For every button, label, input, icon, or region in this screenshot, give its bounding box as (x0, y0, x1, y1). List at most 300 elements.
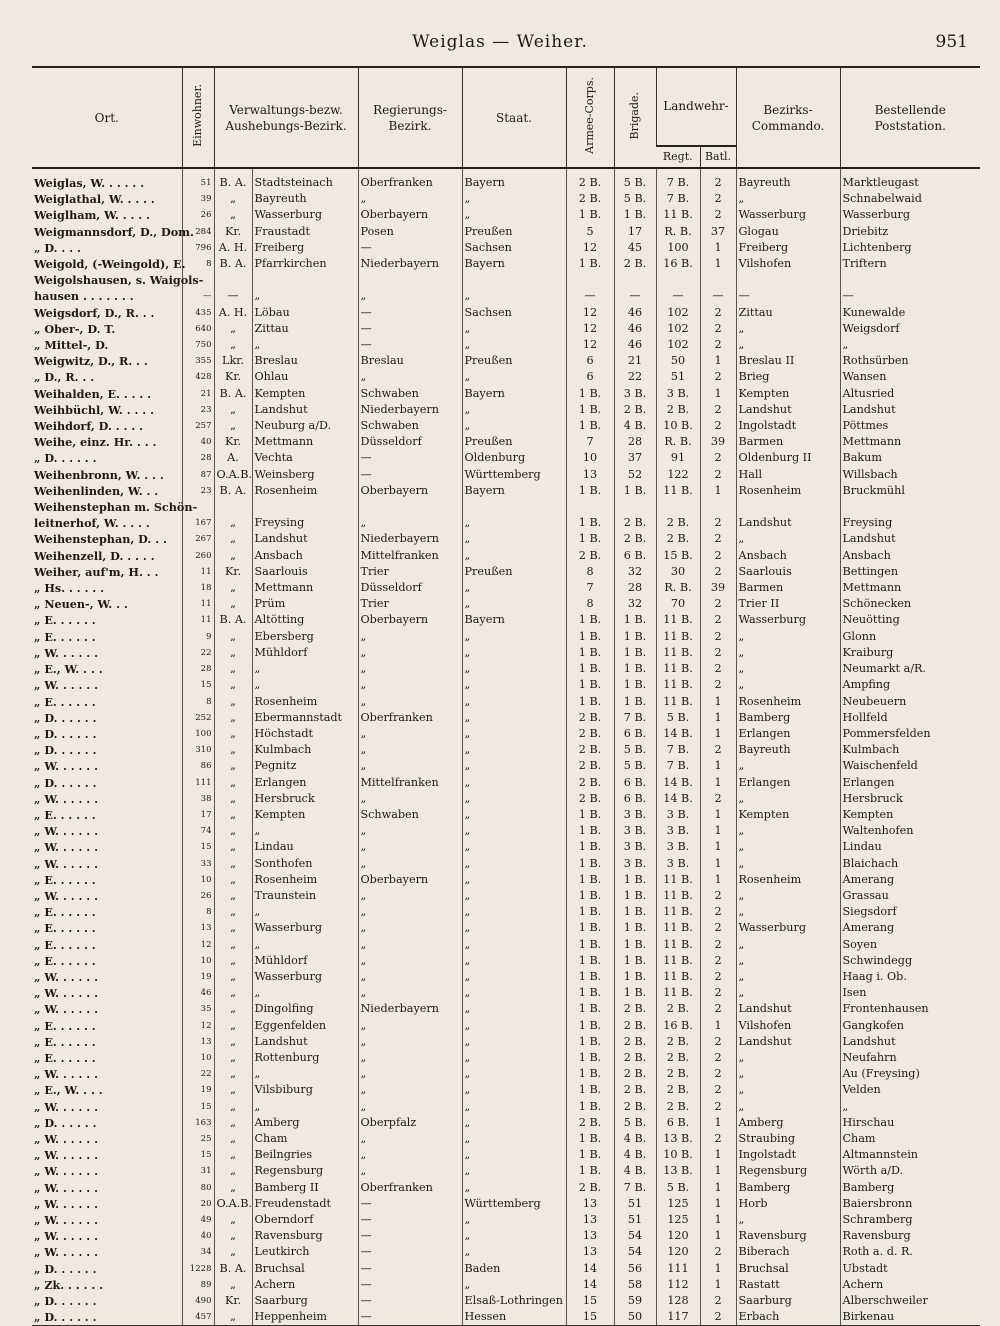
cell-poststation: Bamberg (840, 1180, 980, 1196)
cell-regiment: R. B. (656, 434, 700, 450)
table-row (32, 839, 980, 855)
cell-ort: Weigwitz, D., R. . . (34, 354, 148, 369)
cell-amt: „ (214, 775, 252, 791)
cell-poststation (840, 272, 980, 288)
table-row (32, 1309, 980, 1326)
cell-armeecorps: 14 (566, 1277, 614, 1293)
cell-regiment: R. B. (656, 224, 700, 240)
cell-staat: „ (462, 937, 566, 953)
cell-armeecorps: 13 (566, 1196, 614, 1212)
table-row (32, 321, 980, 337)
cell-bezirkskommando: „ (736, 337, 840, 353)
cell-poststation: Isen (840, 985, 980, 1001)
cell-armeecorps: 2 B. (566, 742, 614, 758)
cell-regiment: 111 (656, 1261, 700, 1277)
cell-amt: Kr. (214, 434, 252, 450)
cell-armeecorps: 1 B. (566, 531, 614, 547)
cell-regierungsbezirk: — (358, 450, 462, 466)
cell-regierungsbezirk: — (358, 1196, 462, 1212)
cell-regierungsbezirk: „ (358, 969, 462, 985)
cell-bezirkskommando: „ (736, 645, 840, 661)
cell-armeecorps: 1 B. (566, 1018, 614, 1034)
cell-regiment: 7 B. (656, 191, 700, 207)
cell-regiment: 11 B. (656, 969, 700, 985)
cell-amt: „ (214, 1115, 252, 1131)
cell-bezirkskommando: Bayreuth (736, 742, 840, 758)
cell-amt: B. A. (214, 175, 252, 191)
cell-armeecorps: 1 B. (566, 823, 614, 839)
cell-regierungsbezirk: Düsseldorf (358, 434, 462, 450)
cell-armeecorps: 1 B. (566, 515, 614, 531)
cell-einwohner: 12 (182, 937, 214, 953)
cell-brigade: 1 B. (614, 629, 656, 645)
cell-einwohner: 28 (182, 661, 214, 677)
table-row (32, 369, 980, 385)
cell-staat: Bayern (462, 386, 566, 402)
cell-amt: „ (214, 969, 252, 985)
col-header-einwohner-label: Einwohner. (191, 84, 204, 147)
cell-verwaltungsbezirk: Landshut (252, 531, 358, 547)
cell-staat: „ (462, 1277, 566, 1293)
cell-staat: „ (462, 207, 566, 223)
cell-regierungsbezirk: „ (358, 191, 462, 207)
cell-bataillon: 2 (700, 1244, 736, 1260)
cell-regierungsbezirk: Oberfranken (358, 175, 462, 191)
cell-regierungsbezirk: — (358, 1228, 462, 1244)
cell-bataillon: 2 (700, 515, 736, 531)
cell-bataillon: 2 (700, 564, 736, 580)
cell-staat: „ (462, 321, 566, 337)
cell-regierungsbezirk: „ (358, 1147, 462, 1163)
cell-verwaltungsbezirk: Bruchsal (252, 1261, 358, 1277)
cell-amt: „ (214, 515, 252, 531)
cell-verwaltungsbezirk: Bayreuth (252, 191, 358, 207)
col-header-ort: Ort. (32, 67, 182, 168)
cell-verwaltungsbezirk: Höchstadt (252, 726, 358, 742)
cell-armeecorps: 1 B. (566, 612, 614, 628)
cell-brigade: 1 B. (614, 888, 656, 904)
cell-regierungsbezirk: „ (358, 677, 462, 693)
cell-staat: „ (462, 969, 566, 985)
cell-ort: Weihenlinden, W. . . (34, 483, 159, 498)
cell-staat: „ (462, 791, 566, 807)
cell-amt: „ (214, 580, 252, 596)
cell-verwaltungsbezirk: Kulmbach (252, 742, 358, 758)
cell-regierungsbezirk: Oberbayern (358, 483, 462, 499)
cell-ort: „ E., W. . . . (34, 662, 103, 677)
cell-bataillon: 1 (700, 1115, 736, 1131)
cell-bezirkskommando (736, 272, 840, 288)
cell-poststation: Altusried (840, 386, 980, 402)
cell-verwaltungsbezirk: „ (252, 661, 358, 677)
cell-poststation: Schramberg (840, 1212, 980, 1228)
cell-brigade: 6 B. (614, 775, 656, 791)
cell-ort: „ W. . . . . . (34, 1002, 98, 1017)
cell-regiment: 70 (656, 596, 700, 612)
cell-amt: B. A. (214, 483, 252, 499)
cell-verwaltungsbezirk: Lindau (252, 839, 358, 855)
cell-regiment (656, 499, 700, 515)
cell-poststation: Birkenau (840, 1309, 980, 1326)
cell-staat: „ (462, 758, 566, 774)
cell-bataillon: 1 (700, 1277, 736, 1293)
cell-bezirkskommando: Horb (736, 1196, 840, 1212)
cell-staat: „ (462, 369, 566, 385)
cell-staat: „ (462, 596, 566, 612)
cell-bataillon: 2 (700, 175, 736, 191)
cell-amt: „ (214, 531, 252, 547)
cell-bataillon: 1 (700, 353, 736, 369)
cell-regierungsbezirk: — (358, 1309, 462, 1326)
cell-regiment: 2 B. (656, 515, 700, 531)
cell-regierungsbezirk: „ (358, 288, 462, 304)
cell-poststation: Bettingen (840, 564, 980, 580)
cell-regiment: 91 (656, 450, 700, 466)
cell-amt: „ (214, 661, 252, 677)
cell-staat: Bayern (462, 483, 566, 499)
cell-poststation (840, 499, 980, 515)
cell-staat: „ (462, 191, 566, 207)
cell-staat: „ (462, 1131, 566, 1147)
cell-poststation: Driebitz (840, 224, 980, 240)
cell-verwaltungsbezirk: Rosenheim (252, 694, 358, 710)
cell-verwaltungsbezirk: Löbau (252, 305, 358, 321)
cell-poststation: Hersbruck (840, 791, 980, 807)
cell-regierungsbezirk: „ (358, 856, 462, 872)
cell-staat: „ (462, 1147, 566, 1163)
cell-regierungsbezirk: — (358, 337, 462, 353)
cell-regierungsbezirk: „ (358, 985, 462, 1001)
cell-regierungsbezirk: „ (358, 888, 462, 904)
cell-regiment: 2 B. (656, 1001, 700, 1017)
cell-regiment: 16 B. (656, 1018, 700, 1034)
cell-bataillon: 1 (700, 710, 736, 726)
cell-regiment: 30 (656, 564, 700, 580)
cell-bezirkskommando: Wasserburg (736, 612, 840, 628)
table-row (32, 1131, 980, 1147)
cell-bataillon: 39 (700, 580, 736, 596)
cell-ort: „ E. . . . . . (34, 694, 96, 709)
cell-ort: Weiglas, W. . . . . . (34, 176, 145, 190)
cell-bataillon: 2 (700, 953, 736, 969)
cell-ort: Weihenstephan, D. . . (34, 532, 167, 547)
cell-regierungsbezirk: „ (358, 629, 462, 645)
cell-bataillon: 2 (700, 1099, 736, 1115)
cell-poststation: Ubstadt (840, 1261, 980, 1277)
cell-staat: „ (462, 1099, 566, 1115)
cell-regiment: 14 B. (656, 726, 700, 742)
cell-amt: „ (214, 207, 252, 223)
cell-einwohner: — (182, 288, 214, 304)
cell-einwohner: 435 (182, 305, 214, 321)
cell-verwaltungsbezirk: „ (252, 1099, 358, 1115)
table-row (32, 856, 980, 872)
cell-amt: „ (214, 1131, 252, 1147)
cell-bataillon: 2 (700, 677, 736, 693)
table-row (32, 677, 980, 693)
table-row (32, 548, 980, 564)
col-header-armeecorps (566, 67, 614, 168)
cell-verwaltungsbezirk: Zittau (252, 321, 358, 337)
cell-bataillon: 1 (700, 758, 736, 774)
cell-einwohner: 74 (182, 823, 214, 839)
cell-staat: „ (462, 661, 566, 677)
cell-poststation: Schnabelwaid (840, 191, 980, 207)
cell-bataillon: 2 (700, 337, 736, 353)
cell-einwohner: 15 (182, 839, 214, 855)
cell-staat: „ (462, 677, 566, 693)
cell-brigade: 5 B. (614, 175, 656, 191)
cell-bataillon: 2 (700, 920, 736, 936)
cell-armeecorps: 1 B. (566, 1163, 614, 1179)
cell-brigade: 51 (614, 1212, 656, 1228)
cell-regiment: 15 B. (656, 548, 700, 564)
cell-ort: „ W. . . . . . (34, 888, 98, 903)
cell-einwohner: 796 (182, 240, 214, 256)
table-row (32, 1228, 980, 1244)
cell-brigade: 45 (614, 240, 656, 256)
cell-brigade: 5 B. (614, 191, 656, 207)
cell-bezirkskommando: „ (736, 1082, 840, 1098)
col-header-brigade (614, 67, 656, 168)
cell-armeecorps: 1 B. (566, 629, 614, 645)
cell-amt: Kr. (214, 1293, 252, 1309)
cell-amt: Kr. (214, 564, 252, 580)
cell-regierungsbezirk: „ (358, 369, 462, 385)
table-row (32, 337, 980, 353)
cell-bezirkskommando: „ (736, 191, 840, 207)
cell-bataillon: 1 (700, 726, 736, 742)
cell-einwohner: 20 (182, 1196, 214, 1212)
cell-verwaltungsbezirk: Eggenfelden (252, 1018, 358, 1034)
cell-brigade: 2 B. (614, 1034, 656, 1050)
cell-poststation: Weigsdorf (840, 321, 980, 337)
cell-bezirkskommando: Landshut (736, 515, 840, 531)
cell-amt: „ (214, 726, 252, 742)
cell-bezirkskommando: Trier II (736, 596, 840, 612)
cell-regierungsbezirk: „ (358, 726, 462, 742)
table-row (32, 1277, 980, 1293)
table-row (32, 402, 980, 418)
cell-bataillon: 2 (700, 645, 736, 661)
cell-bezirkskommando: Landshut (736, 402, 840, 418)
cell-amt: O.A.B. (214, 467, 252, 483)
cell-brigade: 37 (614, 450, 656, 466)
cell-ort: „ E. . . . . . (34, 937, 96, 952)
cell-armeecorps: 1 B. (566, 1131, 614, 1147)
cell-regierungsbezirk: Düsseldorf (358, 580, 462, 596)
cell-einwohner: 15 (182, 1099, 214, 1115)
cell-poststation: Au (Freysing) (840, 1066, 980, 1082)
cell-regiment: 5 B. (656, 1180, 700, 1196)
register-table (32, 66, 980, 1326)
cell-armeecorps: 7 (566, 434, 614, 450)
cell-brigade: 6 B. (614, 791, 656, 807)
cell-armeecorps: 12 (566, 305, 614, 321)
cell-verwaltungsbezirk (252, 272, 358, 288)
cell-bezirkskommando: „ (736, 904, 840, 920)
cell-bezirkskommando: Oldenburg II (736, 450, 840, 466)
cell-verwaltungsbezirk: Achern (252, 1277, 358, 1293)
cell-regierungsbezirk: „ (358, 823, 462, 839)
page-title: Weiglas — Weiher. (412, 32, 588, 52)
cell-einwohner: 19 (182, 969, 214, 985)
cell-regierungsbezirk: — (358, 240, 462, 256)
cell-amt: „ (214, 904, 252, 920)
cell-regierungsbezirk: „ (358, 645, 462, 661)
cell-ort: „ D. . . . . . (34, 1294, 97, 1309)
cell-bezirkskommando: Vilshofen (736, 1018, 840, 1034)
cell-amt: B. A. (214, 256, 252, 272)
table-row (32, 467, 980, 483)
cell-regierungsbezirk: „ (358, 839, 462, 855)
cell-bataillon: 2 (700, 531, 736, 547)
cell-staat: Preußen (462, 353, 566, 369)
cell-einwohner: 34 (182, 1244, 214, 1260)
cell-poststation: Pöttmes (840, 418, 980, 434)
cell-poststation: Triftern (840, 256, 980, 272)
cell-staat: „ (462, 1050, 566, 1066)
table-row (32, 418, 980, 434)
cell-einwohner: 87 (182, 467, 214, 483)
cell-ort: „ W. . . . . . (34, 1131, 98, 1146)
cell-amt: Lkr. (214, 353, 252, 369)
cell-regierungsbezirk: „ (358, 1131, 462, 1147)
cell-regiment: 10 B. (656, 1147, 700, 1163)
cell-brigade: 1 B. (614, 612, 656, 628)
cell-regiment: 11 B. (656, 207, 700, 223)
cell-einwohner: 38 (182, 791, 214, 807)
cell-armeecorps: 1 B. (566, 920, 614, 936)
cell-poststation: Willsbach (840, 467, 980, 483)
table-row (32, 1034, 980, 1050)
cell-brigade: 21 (614, 353, 656, 369)
cell-einwohner: 15 (182, 1147, 214, 1163)
cell-amt: „ (214, 742, 252, 758)
cell-staat: Bayern (462, 612, 566, 628)
cell-staat: „ (462, 580, 566, 596)
table-row (32, 1196, 980, 1212)
cell-einwohner: 8 (182, 694, 214, 710)
cell-amt: Kr. (214, 224, 252, 240)
cell-brigade: 54 (614, 1244, 656, 1260)
table-row (32, 1163, 980, 1179)
cell-bataillon: 2 (700, 661, 736, 677)
cell-einwohner: 40 (182, 1228, 214, 1244)
cell-einwohner: 111 (182, 775, 214, 791)
cell-brigade: 2 B. (614, 1001, 656, 1017)
cell-staat: „ (462, 1034, 566, 1050)
cell-amt: O.A.B. (214, 1196, 252, 1212)
cell-amt: „ (214, 418, 252, 434)
table-row (32, 888, 980, 904)
cell-amt: „ (214, 710, 252, 726)
cell-einwohner: 28 (182, 450, 214, 466)
cell-brigade: 1 B. (614, 872, 656, 888)
table-row (32, 256, 980, 272)
cell-bezirkskommando: „ (736, 888, 840, 904)
cell-bataillon: 1 (700, 872, 736, 888)
cell-bezirkskommando: „ (736, 969, 840, 985)
cell-regierungsbezirk: „ (358, 1034, 462, 1050)
cell-bezirkskommando: Rosenheim (736, 483, 840, 499)
cell-bezirkskommando: Landshut (736, 1001, 840, 1017)
cell-amt: „ (214, 1163, 252, 1179)
cell-verwaltungsbezirk: Pfarrkirchen (252, 256, 358, 272)
cell-brigade: 2 B. (614, 1099, 656, 1115)
cell-ort: „ D. . . . . . (34, 710, 97, 725)
table-row (32, 872, 980, 888)
cell-einwohner: 10 (182, 953, 214, 969)
cell-amt: „ (214, 1066, 252, 1082)
cell-armeecorps: 1 B. (566, 694, 614, 710)
cell-bataillon: 2 (700, 904, 736, 920)
cell-brigade: 54 (614, 1228, 656, 1244)
cell-amt: „ (214, 872, 252, 888)
cell-staat: „ (462, 839, 566, 855)
cell-einwohner: 267 (182, 531, 214, 547)
cell-poststation: „ (840, 337, 980, 353)
cell-poststation: Haag i. Ob. (840, 969, 980, 985)
table-row (32, 953, 980, 969)
cell-regierungsbezirk: „ (358, 1082, 462, 1098)
cell-verwaltungsbezirk: „ (252, 823, 358, 839)
cell-bezirkskommando: Ansbach (736, 548, 840, 564)
cell-poststation: Ampfing (840, 677, 980, 693)
cell-verwaltungsbezirk: „ (252, 904, 358, 920)
cell-amt: B. A. (214, 612, 252, 628)
cell-verwaltungsbezirk: Ebermannstadt (252, 710, 358, 726)
cell-regiment: 125 (656, 1212, 700, 1228)
cell-ort: „ E., W. . . . (34, 1083, 103, 1098)
cell-ort: „ E. . . . . . (34, 872, 96, 887)
cell-bataillon: 2 (700, 888, 736, 904)
cell-verwaltungsbezirk: Wasserburg (252, 920, 358, 936)
cell-brigade: 3 B. (614, 807, 656, 823)
cell-verwaltungsbezirk: „ (252, 937, 358, 953)
cell-einwohner: 457 (182, 1309, 214, 1326)
cell-ort: „ W. . . . . . (34, 1245, 98, 1260)
cell-brigade: 4 B. (614, 1131, 656, 1147)
cell-brigade (614, 499, 656, 515)
cell-staat: „ (462, 1115, 566, 1131)
cell-poststation: Hirschau (840, 1115, 980, 1131)
cell-amt: „ (214, 548, 252, 564)
cell-ort: „ W. . . . . . (34, 1099, 98, 1114)
cell-regiment: 11 B. (656, 920, 700, 936)
cell-poststation: Lichtenberg (840, 240, 980, 256)
table-row (32, 1082, 980, 1098)
cell-armeecorps: 7 (566, 580, 614, 596)
cell-bataillon: 2 (700, 1082, 736, 1098)
cell-bataillon: 2 (700, 791, 736, 807)
cell-bezirkskommando: „ (736, 856, 840, 872)
table-row (32, 191, 980, 207)
cell-einwohner: 260 (182, 548, 214, 564)
cell-bezirkskommando: Ravensburg (736, 1228, 840, 1244)
cell-armeecorps: 8 (566, 564, 614, 580)
cell-bataillon: 1 (700, 240, 736, 256)
cell-amt: „ (214, 645, 252, 661)
cell-amt: „ (214, 1277, 252, 1293)
cell-regiment: — (656, 288, 700, 304)
cell-poststation: Neubeuern (840, 694, 980, 710)
table-row (32, 434, 980, 450)
cell-armeecorps: 13 (566, 1212, 614, 1228)
cell-regiment: 7 B. (656, 175, 700, 191)
cell-regierungsbezirk: „ (358, 1018, 462, 1034)
table-row (32, 1244, 980, 1260)
